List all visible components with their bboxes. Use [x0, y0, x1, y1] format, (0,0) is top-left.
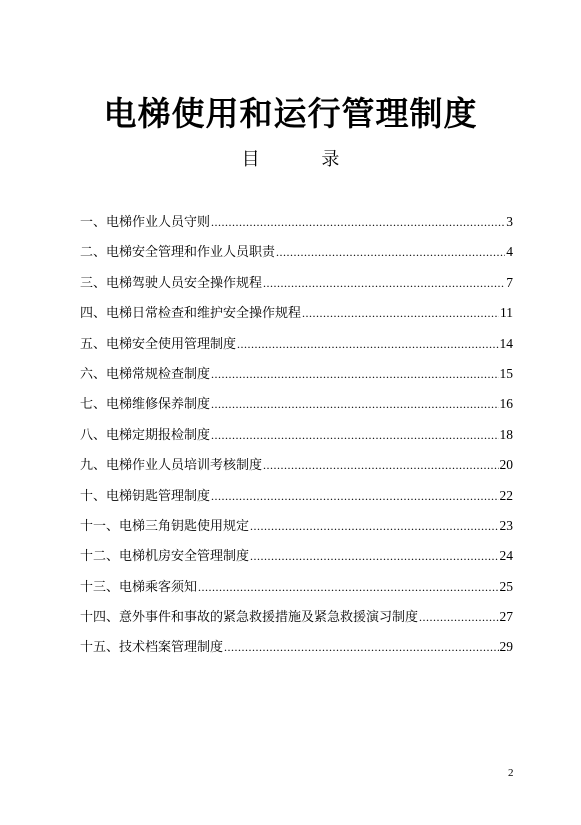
toc-dot-leader: [263, 273, 505, 293]
toc-entry-label: 四、电梯日常检查和维护安全操作规程: [80, 306, 302, 322]
toc-entry-label: 十三、电梯乘客须知: [80, 579, 198, 595]
toc-entry-page: 7: [506, 274, 513, 290]
toc-entry-page: 16: [499, 396, 513, 412]
toc-dot-leader: [263, 455, 498, 475]
toc-entry-label: 二、电梯安全管理和作业人员职责: [80, 245, 276, 261]
toc-entry[interactable]: [80, 425, 513, 455]
toc-dot-leader: [250, 516, 498, 536]
toc-entry-label: 十、电梯钥匙管理制度: [80, 488, 211, 504]
toc-entry[interactable]: [80, 455, 513, 485]
toc-entry-page: 29: [499, 639, 513, 655]
toc-heading: 目 录: [241, 149, 368, 170]
toc-entry[interactable]: [80, 516, 513, 546]
toc-entry[interactable]: [80, 303, 513, 333]
table-of-contents: [80, 212, 513, 668]
toc-entry-page: 20: [499, 457, 513, 473]
toc-entry-label: 八、电梯定期报检制度: [80, 427, 211, 443]
toc-entry[interactable]: [80, 637, 513, 667]
toc-entry-label: 六、电梯常规检查制度: [80, 366, 211, 382]
toc-dot-leader: [211, 425, 498, 445]
toc-entry[interactable]: [80, 242, 513, 272]
toc-entry-label: 五、电梯安全使用管理制度: [80, 336, 237, 352]
toc-entry-label: 三、电梯驾驶人员安全操作规程: [80, 275, 263, 291]
toc-entry-page: 4: [506, 244, 513, 260]
toc-dot-leader: [211, 364, 498, 384]
toc-entry-label: 十四、意外事件和事故的紧急救援措施及紧急救援演习制度: [80, 610, 419, 626]
toc-dot-leader: [237, 334, 498, 354]
toc-dot-leader: [198, 577, 498, 597]
toc-entry-page: 23: [499, 517, 513, 533]
toc-dot-leader: [211, 486, 498, 506]
toc-entry[interactable]: [80, 486, 513, 516]
toc-entry-label: 七、电梯维修保养制度: [80, 397, 211, 413]
toc-entry[interactable]: [80, 364, 513, 394]
toc-entry[interactable]: [80, 546, 513, 576]
toc-entry[interactable]: [80, 577, 513, 607]
toc-entry-page: 27: [499, 609, 513, 625]
toc-dot-leader: [419, 607, 498, 627]
toc-entry[interactable]: [80, 607, 513, 637]
toc-dot-leader: [250, 546, 498, 566]
toc-dot-leader: [302, 303, 499, 323]
toc-entry-page: 11: [500, 305, 513, 321]
page-title: 电梯使用和运行管理制度: [103, 94, 478, 134]
toc-dot-leader: [276, 242, 505, 262]
toc-entry[interactable]: [80, 212, 513, 242]
toc-entry-page: 25: [499, 578, 513, 594]
page-number: 2: [508, 767, 514, 779]
toc-entry-page: 22: [499, 487, 513, 503]
toc-entry-label: 十二、电梯机房安全管理制度: [80, 549, 250, 565]
toc-dot-leader: [224, 637, 498, 657]
toc-entry-page: 14: [499, 335, 513, 351]
toc-entry-label: 十一、电梯三角钥匙使用规定: [80, 518, 250, 534]
toc-entry-page: 3: [506, 214, 513, 229]
toc-entry-label: 九、电梯作业人员培训考核制度: [80, 458, 263, 474]
toc-entry[interactable]: [80, 334, 513, 364]
toc-entry-label: 一、电梯作业人员守则: [80, 215, 211, 230]
toc-entry[interactable]: [80, 394, 513, 424]
toc-dot-leader: [211, 212, 505, 232]
toc-entry-label: 十五、技术档案管理制度: [80, 640, 224, 656]
toc-entry-page: 18: [499, 426, 513, 442]
toc-entry-page: 24: [499, 548, 513, 564]
toc-dot-leader: [211, 394, 498, 414]
toc-entry-page: 15: [499, 365, 513, 381]
toc-entry[interactable]: [80, 273, 513, 303]
